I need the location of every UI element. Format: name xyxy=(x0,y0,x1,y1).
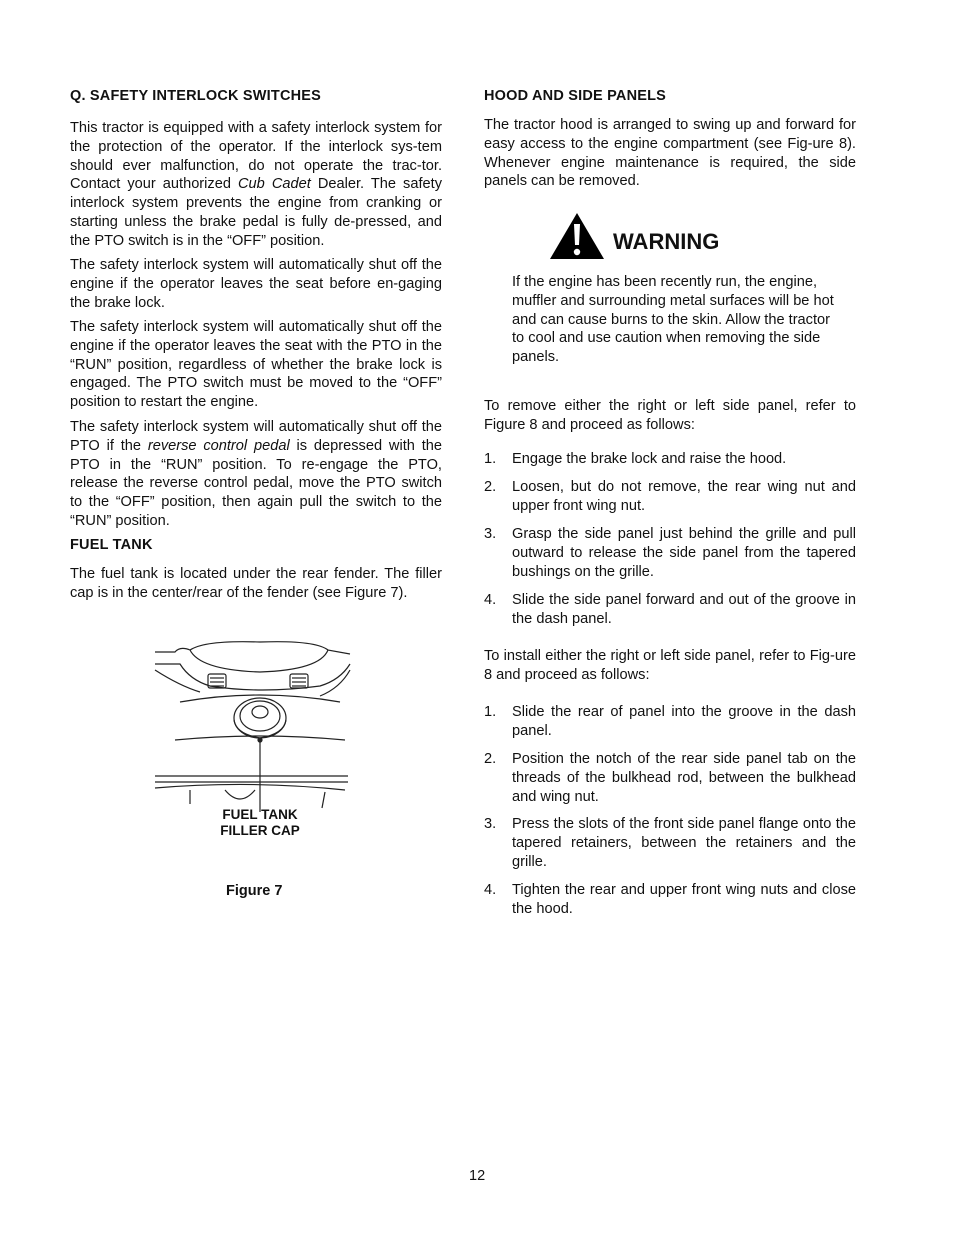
paragraph-hood-intro: The tractor hood is arranged to swing up and forward for easy access to the engine compartment (see Fig-ure 8). Whenever engine maintenance is required, the side panels can be removed. xyxy=(484,117,856,190)
section-heading-safety-interlock: Q. SAFETY INTERLOCK SWITCHES xyxy=(70,88,322,104)
warning-text: If the engine has been recently run, the engine, muffler and surrounding metal surfaces will be hot and can cause burns to the skin. Allow the tractor to cool and use caution when removing the side panels. xyxy=(512,274,834,366)
list-item-number: 2. xyxy=(484,479,497,495)
page-number: 12 xyxy=(469,1168,486,1184)
list-item-number: 3. xyxy=(484,816,497,832)
list-item-text: Tighten the rear and upper front wing nuts and close the hood. xyxy=(512,882,856,917)
list-item-number: 4. xyxy=(484,882,497,898)
paragraph-interlock-reverse: The safety interlock system will automatically shut off the PTO if the reverse control pedal is depressed with the PTO in the “RUN” position. To re-engage the PTO, release the reverse control pedal, move the PTO switch to the “OFF” position, then again pull the switch to the “RUN” position. xyxy=(70,419,442,529)
paragraph-interlock-seat: The safety interlock system will automatically shut off the engine if the operator leaves the seat before en-gaging the brake lock. xyxy=(70,257,442,311)
list-item-text: Engage the brake lock and raise the hood. xyxy=(512,451,787,467)
list-item-text: Grasp the side panel just behind the grille and pull outward to release the side panel from the tapered bushings on the grille. xyxy=(512,526,856,580)
paragraph-remove-intro: To remove either the right or left side panel, refer to Figure 8 and proceed as follows: xyxy=(484,398,856,433)
list-item-text: Press the slots of the front side panel flange onto the tapered retainers, between the retainers and the grille. xyxy=(512,816,856,870)
figure-caption: Figure 7 xyxy=(226,883,283,899)
list-item-number: 4. xyxy=(484,592,497,608)
list-item-number: 2. xyxy=(484,751,497,767)
callout-line-2: FILLER CAP xyxy=(220,822,300,838)
section-heading-hood-panels: HOOD AND SIDE PANELS xyxy=(484,88,667,104)
list-item-text: Loosen, but do not remove, the rear wing nut and upper front wing nut. xyxy=(512,479,856,514)
warning-title: WARNING xyxy=(613,229,720,254)
paragraph-interlock-intro: This tractor is equipped with a safety interlock system for the protection of the operator. If the interlock sys-tem should ever malfunction, do not operate the trac-tor. Contact your authorized Cub Cadet Dealer. The safety interlock system prevents the engine from cranking or starting unless the brake pedal is fully de-pressed, and the PTO switch is in the “OFF” position. xyxy=(70,120,442,249)
paragraph-interlock-pto-run: The safety interlock system will automatically shut off the engine if the operator leaves the seat with the PTO in the “RUN” position, regardless of whether the brake lock is engaged. The PTO switch must be moved to the “OFF” position to restart the engine. xyxy=(70,319,442,411)
figure-callout-label xyxy=(214,807,306,838)
list-item-number: 1. xyxy=(484,704,497,720)
warning-triangle-icon xyxy=(549,212,605,260)
list-item-number: 3. xyxy=(484,526,497,542)
list-item-text: Position the notch of the rear side panel tab on the threads of the bulkhead rod, between the bulkhead and wing nut. xyxy=(512,751,856,805)
list-item-text: Slide the rear of panel into the groove in the dash panel. xyxy=(512,704,856,739)
paragraph-install-intro: To install either the right or left side panel, refer to Fig-ure 8 and proceed as follows: xyxy=(484,648,856,683)
section-heading-fuel-tank: FUEL TANK xyxy=(70,537,153,553)
paragraph-fuel-tank: The fuel tank is located under the rear fender. The filler cap is in the center/rear of the fender (see Figure 7). xyxy=(70,566,442,601)
list-item-text: Slide the side panel forward and out of the groove in the dash panel. xyxy=(512,592,856,627)
callout-line-1: FUEL TANK xyxy=(222,807,298,822)
list-item-number: 1. xyxy=(484,451,497,467)
warning-icon-wrapper xyxy=(549,212,605,260)
